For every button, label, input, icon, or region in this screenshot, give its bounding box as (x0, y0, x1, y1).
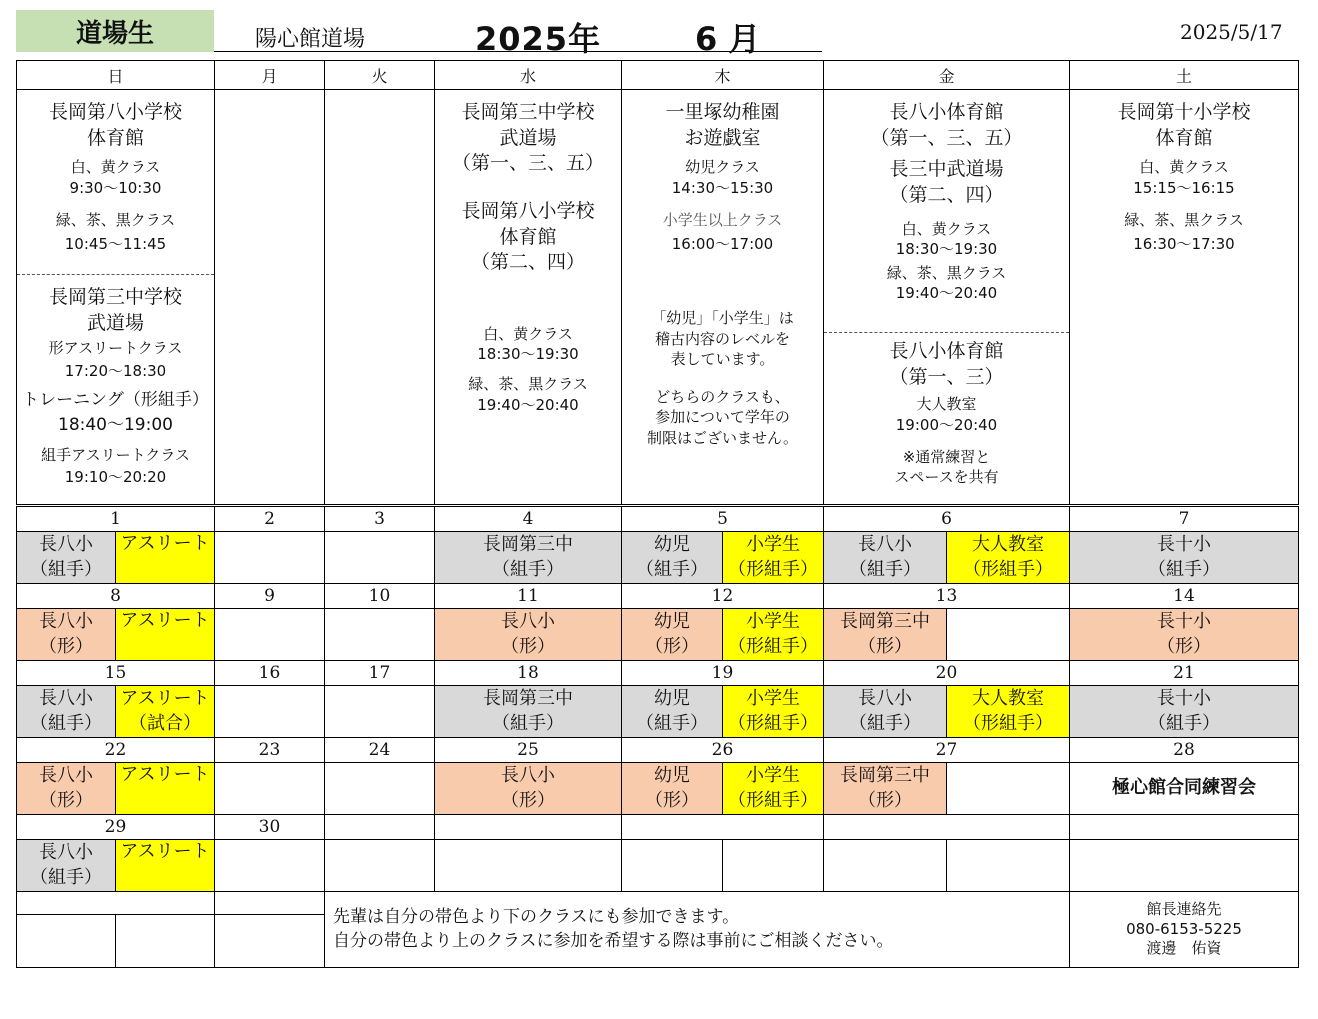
class-cell (947, 609, 1070, 661)
date-cell (435, 815, 622, 840)
date-cell: 20 (824, 661, 1070, 686)
class-cell (215, 532, 325, 584)
contact-cell (1070, 892, 1299, 968)
fri-adult-note-2: スペースを共有 (894, 468, 999, 487)
contact-phone: 080-6153-5225 (1126, 919, 1242, 938)
sun-time-b3: 19:10～20:20 (64, 467, 167, 486)
notes-cell (325, 892, 1070, 968)
class-cell (723, 840, 824, 892)
footer-row-1 (17, 892, 1299, 915)
weekday-mon: 月 (215, 61, 325, 90)
wed-info (435, 90, 622, 506)
date-cell (622, 815, 824, 840)
sun-class-b3: 組手アスリートクラス (41, 445, 190, 464)
joint-practice-cell: 極心館合同練習会 (1070, 763, 1299, 815)
class-cell: アスリート (116, 609, 215, 661)
class-cell: 幼児 （組手） (622, 532, 723, 584)
date-cell: 27 (824, 738, 1070, 763)
contact-label: 館長連絡先 (1146, 900, 1222, 919)
class-cell: 小学生 （形組手） (723, 609, 824, 661)
class-cell (325, 532, 435, 584)
weekday-fri: 金 (824, 61, 1070, 90)
weekday-tue: 火 (325, 61, 435, 90)
date-cell: 5 (622, 506, 824, 532)
class-cell: 幼児 （組手） (622, 686, 723, 738)
class-cell: 長十小 （組手） (1070, 686, 1299, 738)
date-cell: 23 (215, 738, 325, 763)
class-cell: アスリート (116, 840, 215, 892)
sun-place-a: 長岡第八小学校 (48, 101, 182, 123)
class-cell: 小学生 （形組手） (723, 686, 824, 738)
sun-time-b2: 18:40～19:00 (58, 414, 173, 435)
week-2-classes (17, 609, 1299, 661)
sat-time-1: 15:15～16:15 (1133, 178, 1235, 197)
mon-info (215, 90, 325, 506)
class-cell: 長八小 （組手） (17, 840, 116, 892)
class-cell (325, 763, 435, 815)
date-cell: 22 (17, 738, 215, 763)
wed-place-4: 長岡第八小学校 (461, 199, 595, 222)
sun-time-b1: 17:20～18:30 (64, 361, 167, 380)
thu-class-2: 小学生以上クラス (662, 210, 783, 229)
empty-cell (215, 915, 325, 968)
sun-class-a2: 緑、茶、黒クラス (55, 210, 176, 229)
class-cell: 幼児 （形） (622, 609, 723, 661)
class-cell: 長岡第三中 （形） (824, 763, 947, 815)
date-cell: 19 (622, 661, 824, 686)
contact-name: 渡邊 佑資 (1146, 939, 1222, 958)
class-cell (622, 840, 723, 892)
issue-date: 2025/5/17 (1180, 20, 1283, 44)
sun-info (17, 90, 215, 506)
fri-adult-class: 大人教室 (916, 395, 977, 414)
class-cell (947, 840, 1070, 892)
wed-place-1: 長岡第三中学校 (461, 101, 595, 123)
class-cell (215, 763, 325, 815)
week-1-classes (17, 532, 1299, 584)
week-2-dates (17, 584, 1299, 609)
tue-info (325, 90, 435, 506)
sat-place-1: 長岡第十小学校 (1117, 101, 1251, 123)
wed-place-5: 体育館 (499, 225, 557, 248)
thu-note-6: 制限はございません。 (647, 428, 798, 447)
date-cell: 30 (215, 815, 325, 840)
sun-place-b: 長岡第三中学校 (48, 286, 182, 308)
week-4-dates (17, 738, 1299, 763)
date-cell (1070, 815, 1299, 840)
class-cell: 長岡第三中 （形） (824, 609, 947, 661)
sun-place-a2: 体育館 (86, 126, 144, 149)
class-cell: 大人教室 （形組手） (947, 686, 1070, 738)
class-cell: 大人教室 （形組手） (947, 532, 1070, 584)
thu-note-1: 「幼児」「小学生」は (651, 309, 794, 328)
class-cell: アスリート (116, 763, 215, 815)
date-cell: 21 (1070, 661, 1299, 686)
fri-adult-place-2: （第一、三） (889, 365, 1004, 388)
regular-schedule-row (17, 90, 1299, 506)
empty-cell (116, 915, 215, 968)
date-cell: 26 (622, 738, 824, 763)
fri-class-1: 白、黄クラス (901, 219, 992, 238)
sat-place-2: 体育館 (1155, 126, 1213, 149)
date-cell: 2 (215, 506, 325, 532)
week-1-dates (17, 506, 1299, 532)
date-cell: 8 (17, 584, 215, 609)
fri-adult-note-1: ※通常練習と (902, 447, 991, 466)
date-cell: 6 (824, 506, 1070, 532)
date-cell: 10 (325, 584, 435, 609)
sun-class-a1: 白、黄クラス (70, 158, 161, 177)
class-cell (215, 840, 325, 892)
thu-class-1: 幼児クラス (685, 158, 760, 177)
weekday-wed: 水 (435, 61, 622, 90)
date-cell: 17 (325, 661, 435, 686)
sat-class-1: 白、黄クラス (1139, 158, 1229, 177)
thu-note-4: どちらのクラスも、 (655, 388, 790, 407)
date-cell: 13 (824, 584, 1070, 609)
class-cell: 長八小 （組手） (17, 686, 116, 738)
sun-time-a1: 9:30～10:30 (69, 178, 162, 197)
date-cell: 16 (215, 661, 325, 686)
date-cell: 28 (1070, 738, 1299, 763)
date-cell: 14 (1070, 584, 1299, 609)
class-cell: 長十小 （組手） (1070, 532, 1299, 584)
weekday-sat: 土 (1070, 61, 1299, 90)
sun-time-a2: 10:45～11:45 (64, 235, 167, 254)
fri-info (824, 90, 1070, 506)
date-cell: 24 (325, 738, 435, 763)
wed-class-2: 緑、茶、黒クラス (468, 375, 588, 394)
week-5-classes (17, 840, 1299, 892)
class-cell: 長岡第三中 （組手） (435, 532, 622, 584)
sat-class-2: 緑、茶、黒クラス (1124, 210, 1244, 229)
sun-class-b2: トレーニング（形組手） (22, 389, 209, 410)
date-cell: 15 (17, 661, 215, 686)
class-cell: 長八小 （形） (435, 763, 622, 815)
class-cell (215, 686, 325, 738)
thu-info (622, 90, 824, 506)
thu-time-1: 14:30～15:30 (671, 178, 774, 197)
empty-cell (215, 892, 325, 915)
fri-time-2: 19:40～20:40 (895, 284, 998, 303)
fri-place-1: 長八小体育館 (889, 101, 1004, 123)
class-cell (325, 840, 435, 892)
date-cell: 4 (435, 506, 622, 532)
date-cell: 25 (435, 738, 622, 763)
class-cell (1070, 840, 1299, 892)
class-cell (215, 609, 325, 661)
note-line-1: 先輩は自分の帯色より下のクラスにも参加できます。 (333, 906, 740, 927)
class-cell: 長八小 （組手） (824, 532, 947, 584)
thu-note-2: 稽古内容のレベルを (654, 329, 790, 348)
class-cell (824, 840, 947, 892)
date-cell: 7 (1070, 506, 1299, 532)
fri-place-3: 長三中武道場 (889, 158, 1004, 181)
thu-time-2: 16:00～17:00 (671, 235, 774, 254)
sun-place-b2: 武道場 (86, 311, 144, 334)
thu-note-3: 表しています。 (670, 349, 775, 368)
year-title: 2025年 (475, 20, 602, 58)
fri-class-2: 緑、茶、黒クラス (886, 264, 1007, 283)
date-cell: 11 (435, 584, 622, 609)
class-cell (325, 686, 435, 738)
class-cell: 長十小 （形） (1070, 609, 1299, 661)
empty-cell (17, 892, 215, 915)
student-label: 道場生 (16, 10, 214, 52)
dojo-name: 陽心館道場 (255, 27, 366, 52)
class-cell: アスリート (116, 532, 215, 584)
wed-time-1: 18:30～19:30 (477, 345, 579, 364)
fri-place-2: （第一、三、五） (870, 126, 1023, 149)
class-cell: 長八小 （組手） (17, 532, 116, 584)
wed-time-2: 19:40～20:40 (477, 395, 579, 414)
wed-place-6: （第二、四） (470, 251, 585, 274)
fri-place-4: （第二、四） (889, 183, 1004, 206)
note-line-2: 自分の帯色より上のクラスに参加を希望する際は事前にご相談ください。 (333, 930, 894, 951)
date-cell: 1 (17, 506, 215, 532)
schedule-calendar (16, 60, 1299, 968)
date-cell: 3 (325, 506, 435, 532)
date-cell: 12 (622, 584, 824, 609)
class-cell: 小学生 （形組手） (723, 763, 824, 815)
month-title: 6 月 (695, 20, 761, 58)
date-cell: 18 (435, 661, 622, 686)
date-cell: 9 (215, 584, 325, 609)
class-cell (435, 840, 622, 892)
weekday-thu: 木 (622, 61, 824, 90)
class-cell (947, 763, 1070, 815)
wed-place-3: （第一、三、五） (451, 152, 604, 175)
wed-class-1: 白、黄クラス (483, 324, 573, 343)
class-cell: 長八小 （形） (17, 763, 116, 815)
sat-time-2: 16:30～17:30 (1133, 235, 1235, 254)
thu-place-2: お遊戯室 (684, 126, 761, 149)
week-4-classes (17, 763, 1299, 815)
class-cell: 長岡第三中 （組手） (435, 686, 622, 738)
class-cell: 幼児 （形） (622, 763, 723, 815)
class-cell: 小学生 （形組手） (723, 532, 824, 584)
date-cell (824, 815, 1070, 840)
class-cell (325, 609, 435, 661)
class-cell: 長八小 （組手） (824, 686, 947, 738)
week-5-dates (17, 815, 1299, 840)
sat-info (1070, 90, 1299, 506)
class-cell: 長八小 （形） (435, 609, 622, 661)
fri-time-1: 18:30～19:30 (895, 239, 998, 258)
week-3-dates (17, 661, 1299, 686)
wed-place-2: 武道場 (499, 126, 557, 149)
class-cell: 長八小 （形） (17, 609, 116, 661)
weekday-header (17, 61, 1299, 90)
fri-adult-time: 19:00～20:40 (895, 415, 998, 434)
date-cell: 29 (17, 815, 215, 840)
week-3-classes (17, 686, 1299, 738)
class-cell: アスリート （試合） (116, 686, 215, 738)
empty-cell (17, 915, 116, 968)
date-cell (325, 815, 435, 840)
weekday-sun: 日 (17, 61, 215, 90)
thu-note-5: 参加について学年の (655, 408, 790, 427)
sun-class-b1: 形アスリートクラス (48, 339, 183, 358)
fri-adult-place-1: 長八小体育館 (889, 340, 1004, 362)
thu-place-1: 一里塚幼稚園 (665, 101, 780, 123)
